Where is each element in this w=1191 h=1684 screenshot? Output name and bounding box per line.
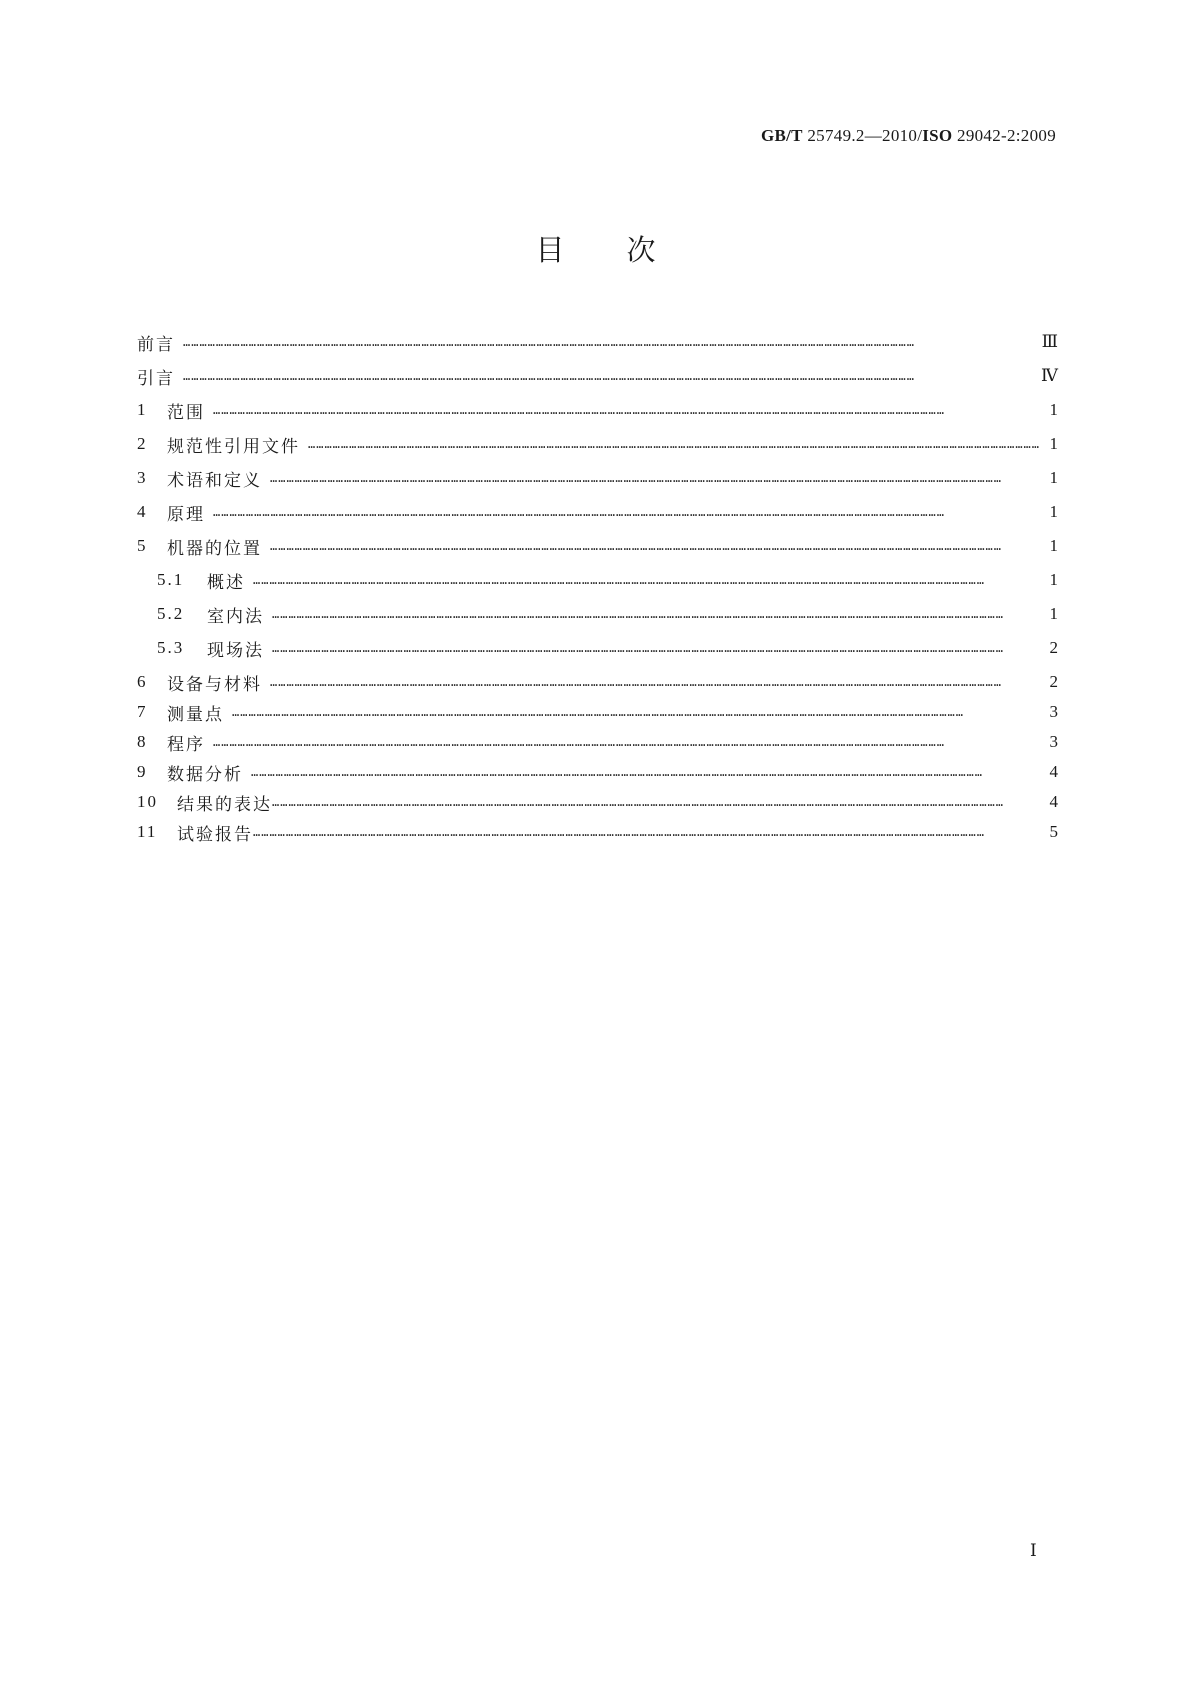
toc-entry-label: 范围 xyxy=(167,402,205,423)
toc-entry-number: 5 xyxy=(137,536,148,555)
page-title: 目次 xyxy=(535,233,718,267)
toc-entry-number: 4 xyxy=(137,502,148,521)
toc-entry-label: 引言 xyxy=(137,368,175,389)
toc-entry-page: 1 xyxy=(1049,604,1058,623)
toc-entry-page: 1 xyxy=(1049,570,1058,589)
toc-dot-leader xyxy=(272,634,1042,662)
toc-entry-label: 现场法 xyxy=(207,640,264,661)
toc-dot-leader xyxy=(251,758,1042,786)
toc-entry-foreword[interactable] xyxy=(137,328,1058,356)
toc-entry-terms-definitions[interactable] xyxy=(137,464,1058,492)
toc-entry-data-analysis[interactable] xyxy=(137,758,1058,786)
toc-entry-normative-references[interactable] xyxy=(137,430,1058,458)
toc-dot-leader xyxy=(183,362,1037,390)
toc-entry-page: Ⅳ xyxy=(1041,366,1058,385)
toc-dot-leader xyxy=(270,464,1042,492)
toc-entry-number: 5.1 xyxy=(157,570,185,589)
toc-entry-number: 6 xyxy=(137,672,148,691)
toc-dot-leader xyxy=(213,498,1042,526)
toc-dot-leader xyxy=(308,430,1042,458)
toc-entry-page: 2 xyxy=(1049,672,1058,691)
toc-entry-principle[interactable] xyxy=(137,498,1058,526)
toc-entry-label: 前言 xyxy=(137,334,175,355)
standard-code-header xyxy=(761,126,1056,146)
toc-entry-label: 概述 xyxy=(207,572,245,593)
toc-entry-label: 测量点 xyxy=(167,704,224,725)
toc-entry-number: 1 xyxy=(137,400,148,419)
toc-entry-label: 术语和定义 xyxy=(167,470,262,491)
toc-entry-page: Ⅲ xyxy=(1041,332,1058,351)
toc-dot-leader xyxy=(232,698,1042,726)
toc-dot-leader xyxy=(213,728,1042,756)
toc-entry-scope[interactable] xyxy=(137,396,1058,424)
toc-entry-page: 5 xyxy=(1049,822,1058,841)
toc-entry-number: 2 xyxy=(137,434,148,453)
toc-entry-label: 结果的表达 xyxy=(177,794,272,815)
toc-dot-leader xyxy=(183,328,1038,356)
toc-entry-label: 程序 xyxy=(167,734,205,755)
toc-entry-label: 机器的位置 xyxy=(167,538,262,559)
toc-entry-number: 10 xyxy=(137,792,158,811)
toc-dot-leader xyxy=(253,818,1042,846)
toc-entry-number: 11 xyxy=(137,822,158,841)
toc-entry-machine-location[interactable] xyxy=(137,532,1058,560)
toc-entry-number: 5.3 xyxy=(157,638,185,657)
toc-entry-page: 3 xyxy=(1049,702,1058,721)
toc-entry-introduction[interactable] xyxy=(137,362,1058,390)
standard-code-number: 25749.2—2010/ xyxy=(807,126,923,145)
toc-dot-leader xyxy=(272,600,1042,628)
toc-entry-page: 1 xyxy=(1049,502,1058,521)
toc-entry-procedure[interactable] xyxy=(137,728,1058,756)
toc-entry-expression-of-results[interactable] xyxy=(137,788,1058,816)
toc-entry-number: 7 xyxy=(137,702,148,721)
iso-code-number: 29042-2:2009 xyxy=(957,126,1056,145)
toc-entry-label: 设备与材料 xyxy=(167,674,262,695)
toc-dot-leader xyxy=(270,532,1042,560)
toc-entry-indoor-method[interactable] xyxy=(157,600,1058,628)
standard-code-prefix: GB/T xyxy=(760,126,803,145)
toc-entry-page: 4 xyxy=(1049,792,1058,811)
toc-dot-leader xyxy=(253,566,1042,594)
toc-entry-label: 试验报告 xyxy=(177,824,253,845)
toc-entry-general[interactable] xyxy=(157,566,1058,594)
toc-entry-page: 2 xyxy=(1049,638,1058,657)
toc-entry-page: 1 xyxy=(1049,434,1058,453)
toc-entry-field-method[interactable] xyxy=(157,634,1058,662)
toc-entry-page: 4 xyxy=(1049,762,1058,781)
toc-entry-page: 1 xyxy=(1049,536,1058,555)
toc-entry-page: 1 xyxy=(1049,468,1058,487)
toc-entry-page: 3 xyxy=(1049,732,1058,751)
toc-entry-number: 9 xyxy=(137,762,148,781)
toc-entry-equipment-materials[interactable] xyxy=(137,668,1058,696)
toc-entry-number: 8 xyxy=(137,732,148,751)
toc-entry-page: 1 xyxy=(1049,400,1058,419)
toc-entry-number: 3 xyxy=(137,468,148,487)
toc-entry-label: 规范性引用文件 xyxy=(167,436,300,457)
toc-entry-test-report[interactable] xyxy=(137,818,1058,846)
toc-dot-leader xyxy=(213,396,1042,424)
toc-dot-leader xyxy=(272,788,1042,816)
iso-code-prefix: ISO xyxy=(922,126,953,145)
toc-entry-label: 原理 xyxy=(167,504,205,525)
page-number: Ⅰ xyxy=(1030,1541,1037,1560)
toc-entry-measurement-points[interactable] xyxy=(137,698,1058,726)
toc-entry-label: 室内法 xyxy=(207,606,264,627)
toc-dot-leader xyxy=(270,668,1042,696)
toc-entry-label: 数据分析 xyxy=(167,764,243,785)
toc-entry-number: 5.2 xyxy=(157,604,185,623)
